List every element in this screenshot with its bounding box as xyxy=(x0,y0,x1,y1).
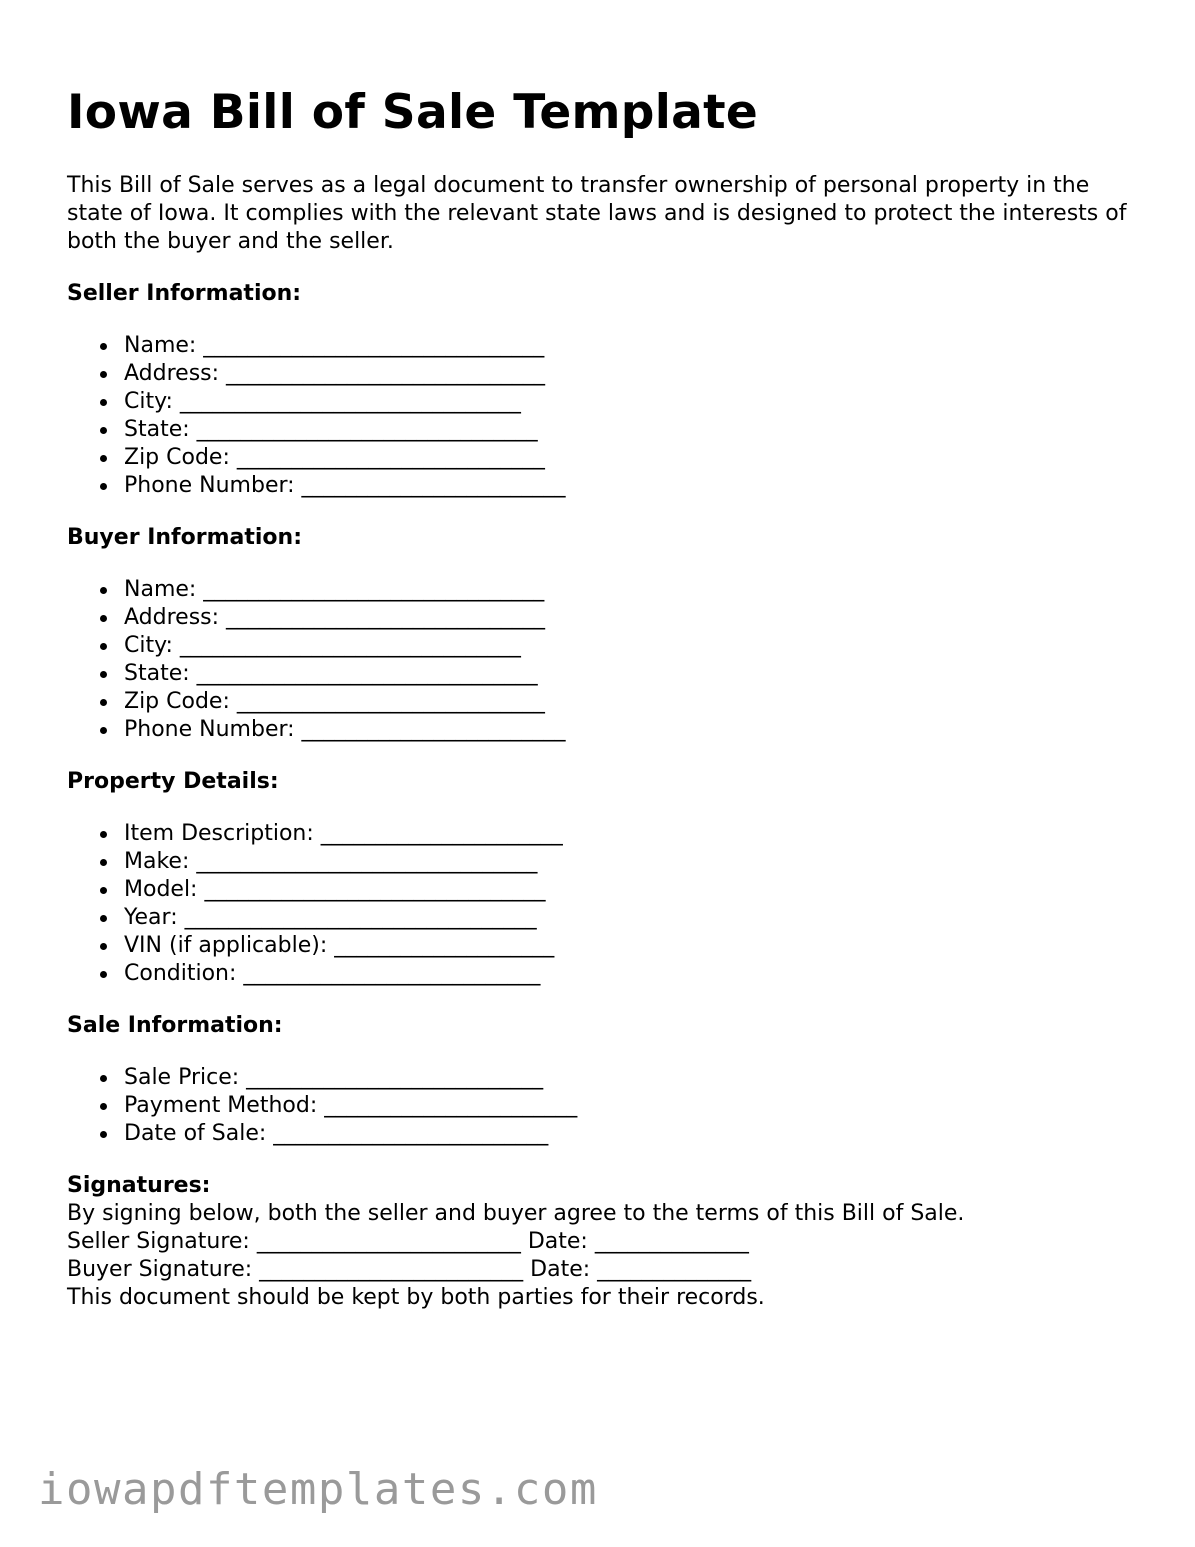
seller-zip-field: Zip Code: ____________________________ xyxy=(124,444,1127,472)
signatures-statement: By signing below, both the seller and buyer agree to the terms of this Bill of Sale. xyxy=(67,1201,965,1226)
sale-price-field: Sale Price: ___________________________ xyxy=(124,1064,1127,1092)
buyer-zip-field: Zip Code: ____________________________ xyxy=(124,688,1127,716)
buyer-name-field: Name: _______________________________ xyxy=(124,576,1127,604)
intro-paragraph: This Bill of Sale serves as a legal document to transfer ownership of personal property in the state of Iowa. It complies with the relevant state laws and is designed to protect the interests of both the buyer and the seller. xyxy=(67,173,1127,254)
property-vin-field: VIN (if applicable): ____________________ xyxy=(124,932,1127,960)
buyer-city-field: City: _______________________________ xyxy=(124,632,1127,660)
buyer-heading: Buyer Information: xyxy=(67,525,302,550)
buyer-state-field: State: _______________________________ xyxy=(124,660,1127,688)
document-page xyxy=(67,84,1127,1312)
payment-method-field: Payment Method: _______________________ xyxy=(124,1092,1127,1120)
records-note: This document should be kept by both parties for their records. xyxy=(67,1285,765,1310)
seller-signature-line: Seller Signature: ________________________ Date: ______________ xyxy=(67,1229,749,1254)
seller-fields xyxy=(67,332,1127,500)
property-fields xyxy=(67,820,1127,988)
buyer-phone-field: Phone Number: ________________________ xyxy=(124,716,1127,744)
buyer-fields xyxy=(67,576,1127,744)
seller-heading: Seller Information: xyxy=(67,281,302,306)
property-make-field: Make: _______________________________ xyxy=(124,848,1127,876)
property-condition-field: Condition: ___________________________ xyxy=(124,960,1127,988)
property-description-field: Item Description: ______________________ xyxy=(124,820,1127,848)
page-title: Iowa Bill of Sale Template xyxy=(67,85,759,140)
sale-fields xyxy=(67,1064,1127,1148)
date-of-sale-field: Date of Sale: _________________________ xyxy=(124,1120,1127,1148)
buyer-address-field: Address: _____________________________ xyxy=(124,604,1127,632)
seller-phone-field: Phone Number: ________________________ xyxy=(124,472,1127,500)
property-model-field: Model: _______________________________ xyxy=(124,876,1127,904)
buyer-signature-line: Buyer Signature: ________________________ Date: ______________ xyxy=(67,1257,752,1282)
seller-state-field: State: _______________________________ xyxy=(124,416,1127,444)
signatures-heading: Signatures: xyxy=(67,1173,211,1198)
property-year-field: Year: ________________________________ xyxy=(124,904,1127,932)
seller-name-field: Name: _______________________________ xyxy=(124,332,1127,360)
sale-heading: Sale Information: xyxy=(67,1013,283,1038)
seller-city-field: City: _______________________________ xyxy=(124,388,1127,416)
seller-address-field: Address: _____________________________ xyxy=(124,360,1127,388)
site-watermark: iowapdftemplates.com xyxy=(38,1464,598,1515)
property-heading: Property Details: xyxy=(67,769,279,794)
